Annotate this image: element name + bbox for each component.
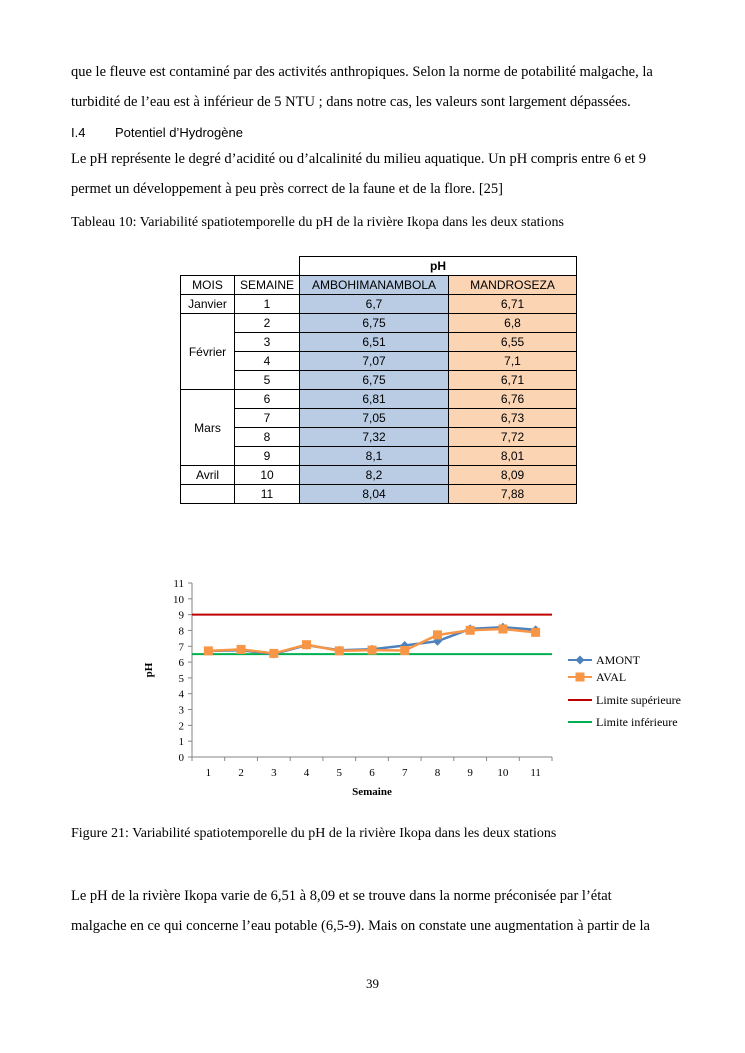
table-caption: Tableau 10: Variabilité spatiotemporelle du pH de la rivière Ikopa dans les deux stations: [71, 215, 564, 230]
x-tick-label: 7: [401, 767, 408, 779]
x-tick-label: 11: [530, 767, 541, 779]
amont-cell: 7,07: [300, 352, 449, 371]
paragraph-ph-discussion: [71, 881, 674, 941]
table-row: [181, 314, 577, 333]
x-axis-title: Semaine: [352, 786, 392, 798]
paragraph-ph-definition: [71, 144, 674, 204]
text-line: malgache en ce qui concerne l’eau potable (6,5-9). Mais on constate une augmentation à partir de la: [71, 918, 650, 934]
data-point: [368, 646, 377, 655]
table-row: [181, 466, 577, 485]
x-tick-label: 4: [303, 767, 310, 779]
table-row: [181, 485, 577, 504]
amont-cell: 6,7: [300, 295, 449, 314]
x-tick-label: 5: [336, 767, 343, 779]
amont-cell: 6,51: [300, 333, 449, 352]
legend-marker: [576, 656, 585, 665]
amont-cell: 6,81: [300, 390, 449, 409]
y-tick-label: 1: [178, 736, 184, 749]
week-cell: 5: [235, 371, 300, 390]
table-row: [181, 352, 577, 371]
aval-cell: 6,8: [449, 314, 577, 333]
data-point: [400, 646, 409, 655]
x-tick-label: 8: [434, 767, 441, 779]
y-tick-label: 3: [178, 704, 184, 717]
data-point: [302, 640, 311, 649]
text-line: turbidité de l’eau est à inférieur de 5 NTU ; dans notre cas, les valeurs sont largement dépassées.: [71, 94, 631, 110]
aval-cell: 6,55: [449, 333, 577, 352]
y-tick-label: 10: [173, 593, 184, 606]
week-cell: 6: [235, 390, 300, 409]
aval-cell: 6,71: [449, 371, 577, 390]
month-cell: Mars: [181, 390, 235, 466]
ph-group-header: pH: [300, 257, 577, 276]
legend-label: AVAL: [596, 670, 627, 684]
week-cell: 10: [235, 466, 300, 485]
header-ambohimanambola: AMBOHIMANAMBOLA: [300, 276, 449, 295]
table-row: [181, 428, 577, 447]
y-tick-label: 7: [178, 641, 184, 654]
text-line: permet un développement à peu près correct de la faune et de la flore. [25]: [71, 181, 503, 197]
table-row: [181, 409, 577, 428]
aval-cell: 8,09: [449, 466, 577, 485]
table-row: [181, 447, 577, 466]
month-cell: Janvier: [181, 295, 235, 314]
amont-cell: 7,05: [300, 409, 449, 428]
data-point: [531, 628, 540, 637]
data-point: [498, 625, 507, 634]
data-point: [433, 630, 442, 639]
page-number: 39: [366, 976, 379, 991]
section-heading: [71, 125, 243, 140]
data-point: [466, 626, 475, 635]
table-row: [181, 390, 577, 409]
y-axis-title: pH: [143, 662, 155, 678]
x-tick-label: 6: [369, 767, 375, 779]
data-point: [335, 646, 344, 655]
paragraph-turbidity: [71, 57, 674, 117]
text-line: Le pH de la rivière Ikopa varie de 6,51 à 8,09 et se trouve dans la norme préconisée par l’état: [71, 888, 612, 904]
y-tick-label: 6: [178, 657, 184, 670]
x-tick-label: 10: [497, 767, 509, 779]
text-line: que le fleuve est contaminé par des activités anthropiques. Selon la norme de potabilité malgache, la: [71, 64, 653, 80]
header-mandroseza: MANDROSEZA: [449, 276, 577, 295]
table-row: [181, 371, 577, 390]
section-number: I.4: [71, 125, 86, 140]
aval-cell: 6,76: [449, 390, 577, 409]
amont-cell: 6,75: [300, 314, 449, 333]
week-cell: 2: [235, 314, 300, 333]
legend-marker: [576, 673, 585, 682]
week-cell: 9: [235, 447, 300, 466]
aval-cell: 8,01: [449, 447, 577, 466]
month-cell: Avril: [181, 466, 235, 485]
y-tick-label: 8: [178, 625, 184, 638]
week-cell: 8: [235, 428, 300, 447]
data-point: [269, 649, 278, 658]
y-tick-label: 4: [178, 688, 184, 701]
figure-caption: Figure 21: Variabilité spatiotemporelle du pH de la rivière Ikopa dans les deux stations: [71, 826, 557, 841]
x-tick-label: 1: [205, 767, 212, 779]
legend-label: AMONT: [596, 653, 640, 667]
amont-cell: 8,04: [300, 485, 449, 504]
x-tick-label: 9: [467, 767, 473, 779]
week-cell: 11: [235, 485, 300, 504]
aval-cell: 7,72: [449, 428, 577, 447]
amont-cell: 8,2: [300, 466, 449, 485]
text-line: Le pH représente le degré d’acidité ou d’alcalinité du milieu aquatique. Un pH compris entre 6 et 9: [71, 151, 646, 167]
table-row: [181, 295, 577, 314]
data-point: [237, 645, 246, 654]
aval-cell: 6,71: [449, 295, 577, 314]
ph-table: [180, 256, 577, 504]
aval-cell: 7,1: [449, 352, 577, 371]
x-tick-label: 3: [271, 767, 277, 779]
aval-cell: 6,73: [449, 409, 577, 428]
data-point: [204, 646, 213, 655]
y-tick-label: 9: [178, 609, 184, 622]
header-mois: MOIS: [181, 276, 235, 295]
y-tick-label: 5: [178, 672, 184, 685]
y-tick-label: 11: [173, 578, 184, 590]
section-title: Potentiel d’Hydrogène: [115, 125, 243, 140]
ph-line-chart: [130, 572, 710, 804]
y-tick-label: 0: [178, 752, 184, 764]
legend-label: Limite inférieure: [596, 715, 678, 729]
amont-cell: 7,32: [300, 428, 449, 447]
aval-cell: 7,88: [449, 485, 577, 504]
week-cell: 4: [235, 352, 300, 371]
header-semaine: SEMAINE: [235, 276, 300, 295]
week-cell: 3: [235, 333, 300, 352]
month-cell: Février: [181, 314, 235, 390]
table-header-row: [181, 276, 577, 295]
amont-cell: 8,1: [300, 447, 449, 466]
legend-label: Limite supérieure: [596, 693, 681, 707]
week-cell: 7: [235, 409, 300, 428]
table-row: [181, 333, 577, 352]
week-cell: 1: [235, 295, 300, 314]
x-tick-label: 2: [238, 767, 244, 779]
amont-cell: 6,75: [300, 371, 449, 390]
y-tick-label: 2: [178, 720, 184, 733]
